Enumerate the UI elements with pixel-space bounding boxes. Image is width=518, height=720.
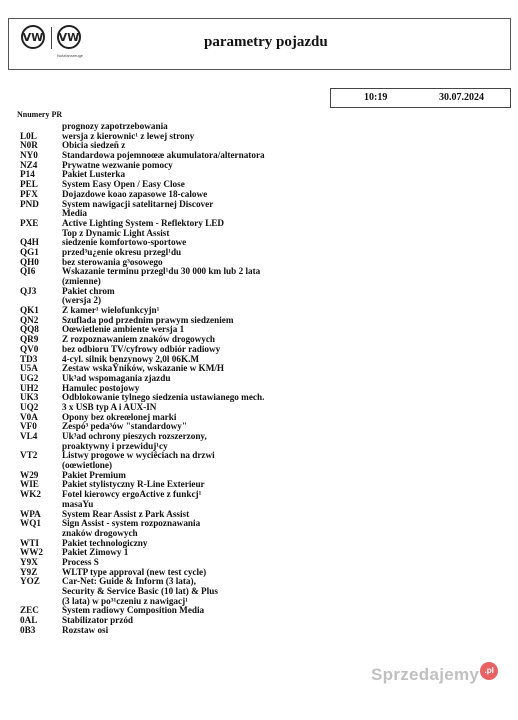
pr-description: Wskazanie terminu przegl¹du 30 000 km lub 2 lata xyxy=(62,266,261,277)
pr-description: Media xyxy=(62,208,88,219)
pr-description: Top z Dynamic Light Assist xyxy=(62,227,170,238)
pr-description: Process S xyxy=(62,556,99,567)
page-title: parametry pojazdu xyxy=(204,34,328,50)
pr-code: W29 xyxy=(20,469,39,480)
pr-description: znaków drogowych xyxy=(62,527,138,538)
pr-description: Pakiet Zimowy 1 xyxy=(62,547,129,558)
pr-code: QI6 xyxy=(20,266,36,277)
pr-code: N0R xyxy=(20,140,38,151)
pr-code: UG2 xyxy=(20,372,39,383)
pr-description: System Easy Open / Easy Close xyxy=(62,179,185,190)
pr-code: WIE xyxy=(20,479,39,490)
pr-description: masaYu xyxy=(62,498,94,509)
pr-description: 4-cyl. silnik benzynowy 2,0l 06K.M xyxy=(62,353,200,364)
pr-description: Pakiet stylistyczny R-Line Exterieur xyxy=(62,479,205,490)
pr-code: WK2 xyxy=(20,489,41,500)
pr-description: 3 x USB typ A i AUX-IN xyxy=(62,401,157,412)
pr-description: Opony bez okreœlonej marki xyxy=(62,411,177,422)
pr-code-row xyxy=(20,626,500,636)
pr-code: VT2 xyxy=(20,450,38,461)
pr-code: Y9Z xyxy=(20,566,38,577)
pr-description: Fotel kierowcy ergoActive z funkcj¹ xyxy=(62,489,202,500)
dealer-label: Nutzfahrzeuge xyxy=(57,53,84,58)
pr-description: System nawigacji satelitarnej Discover xyxy=(62,198,214,209)
pr-description: Obicia siedzeñ z xyxy=(62,140,126,151)
pr-description: Z kamer¹ wielofunkcyjn¹ xyxy=(62,305,160,316)
pr-code: WQ1 xyxy=(20,518,41,529)
pr-description: Odblokowanie tylnego siedzenia ustawianego mech. xyxy=(62,392,265,403)
pr-description: Car-Net: Guide & Inform (3 lata), xyxy=(62,576,196,587)
pr-description: WLTP type approval (new test cycle) xyxy=(62,566,207,577)
pr-description: (3 lata) w po³¹czeniu z nawigacj¹ xyxy=(62,595,188,606)
pr-description: Standardowa pojemnoœæ akumulatora/alternatora xyxy=(62,150,265,161)
pr-description: Z rozpoznawaniem znaków drogowych xyxy=(62,334,216,345)
logo-divider xyxy=(51,27,52,49)
pr-code: TD3 xyxy=(20,353,38,364)
pr-code: NY0 xyxy=(20,150,38,161)
pr-description: Rozstaw osi xyxy=(62,624,109,635)
pr-description: bez sterowania g³osowego xyxy=(62,256,163,267)
pr-code: QV0 xyxy=(20,343,39,354)
pr-code: V0A xyxy=(20,411,38,422)
vw-commercial-logo-icon: VW xyxy=(57,25,81,49)
pr-description: Zestaw wskaŸników, wskazanie w KM/H xyxy=(62,363,225,374)
pr-description: Hamulec postojowy xyxy=(62,382,140,393)
pr-code: NZ4 xyxy=(20,159,38,170)
pr-code: WPA xyxy=(20,508,41,519)
pr-description: System radiowy Composition Media xyxy=(62,605,205,616)
pr-code: QR9 xyxy=(20,334,39,345)
pr-code: VL4 xyxy=(20,431,38,441)
pr-description: siedzenie komfortowo-sportowe xyxy=(62,237,187,248)
timestamp-box xyxy=(330,88,511,108)
pr-code: VF0 xyxy=(20,421,37,432)
pr-code: PXE xyxy=(20,217,39,228)
pr-description: System Rear Assist z Park Assist xyxy=(62,508,190,519)
pr-code: QN2 xyxy=(20,314,39,325)
pr-code: QQ8 xyxy=(20,324,39,335)
pr-code: Y9X xyxy=(20,556,38,567)
pr-code: U5A xyxy=(20,363,38,374)
pr-description: Szuflada pod przednim prawym siedzeniem xyxy=(62,314,234,325)
pr-code: P14 xyxy=(20,169,35,180)
pr-code: YOZ xyxy=(20,576,40,587)
pr-code-row xyxy=(20,200,500,210)
pr-code: L0L xyxy=(20,130,37,141)
pr-description: Oœwietlenie ambiente wersja 1 xyxy=(62,324,185,335)
pr-code: QJ3 xyxy=(20,285,37,296)
pr-description: bez odbioru TV/cyfrowy odbiór radiowy xyxy=(62,343,221,354)
pr-description: Dojazdowe koao zapasowe 18-calowe xyxy=(62,188,208,199)
pr-description: Stabilizator przód xyxy=(62,615,134,626)
pr-code: WTI xyxy=(20,537,39,548)
pr-description: Security & Service Basic (10 lat) & Plus xyxy=(62,586,218,596)
section-title: Nnumery PR xyxy=(17,110,63,119)
pr-description: Pakiet technologiczny xyxy=(62,537,148,548)
date-value: 30.07.2024 xyxy=(439,92,484,103)
pr-description: Prywatne wezwanie pomocy xyxy=(62,159,173,170)
pr-code: ZEC xyxy=(20,605,39,616)
pr-description: wersja z kierownic¹ z lewej strony xyxy=(62,130,195,141)
pr-description: (oœwietlone) xyxy=(62,460,113,471)
pr-code: PEL xyxy=(20,179,38,190)
pr-description: Pakiet Premium xyxy=(62,469,126,480)
pr-description: (zmienne) xyxy=(62,276,101,286)
pr-description: Active Lighting System - Reflektory LED xyxy=(62,217,225,228)
pr-code: QK1 xyxy=(20,305,39,316)
pr-description: Pakiet Lusterka xyxy=(62,169,126,180)
pr-code: QG1 xyxy=(20,246,39,257)
pr-code: 0AL xyxy=(20,615,38,626)
pr-code: PND xyxy=(20,198,39,209)
pr-description: Uk³ad ochrony pieszych rozszerzony, xyxy=(62,431,207,441)
pr-codes-list xyxy=(20,122,500,635)
pr-code: UH2 xyxy=(20,382,39,393)
pr-code: UK3 xyxy=(20,392,39,403)
pr-code: PFX xyxy=(20,188,38,199)
watermark-text: Sprzedajemy xyxy=(371,665,480,684)
pr-code: QH0 xyxy=(20,256,39,267)
pr-description: (wersja 2) xyxy=(62,295,102,306)
pr-description: przed³u¿enie okresu przegl¹du xyxy=(62,246,182,257)
pr-description: prognozy zapotrzebowania xyxy=(62,121,168,131)
pr-description: Zespó³ peda³ów "standardowy" xyxy=(62,421,187,432)
watermark-badge-icon: .pl xyxy=(480,662,498,680)
pr-description: proaktywny i przewiduj¹cy xyxy=(62,440,168,451)
vw-logo-icon: VW xyxy=(21,25,45,49)
time-value: 10:19 xyxy=(364,92,388,103)
pr-description: Sign Assist - system rozpoznawania xyxy=(62,518,201,529)
pr-code: UQ2 xyxy=(20,401,39,412)
pr-description: Listwy progowe w wyciêciach na drzwi xyxy=(62,450,215,461)
pr-description: Pakiet chrom xyxy=(62,285,115,296)
pr-description: Uk³ad wspomagania zjazdu xyxy=(62,372,171,383)
document-header xyxy=(8,18,511,70)
pr-code: WW2 xyxy=(20,547,43,558)
watermark xyxy=(371,665,498,685)
pr-code: Q4H xyxy=(20,237,39,248)
pr-code: 0B3 xyxy=(20,624,36,635)
